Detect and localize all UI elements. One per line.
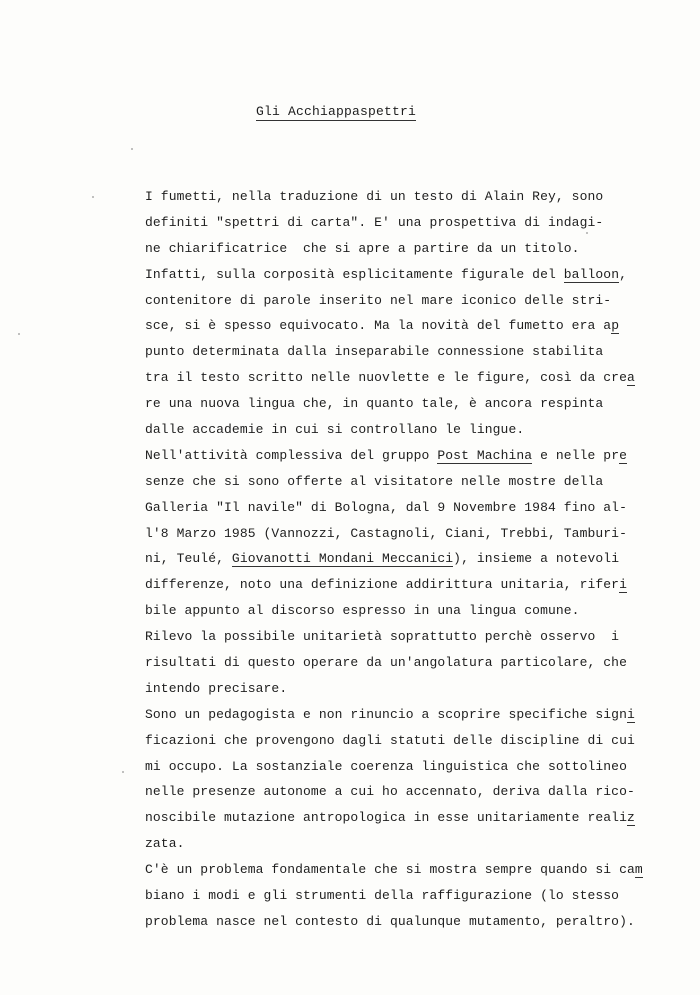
underlined-text: i — [626, 706, 635, 722]
text-line — [145, 624, 625, 650]
line-text: mi occupo. La sostanziale coerenza linguistica che sottolineo — [145, 758, 627, 774]
page-title: Gli Acchiappaspettri — [256, 104, 417, 119]
text-line — [145, 546, 625, 572]
line-text: ne chiarificatrice che si apre a partire da un titolo. — [145, 240, 580, 256]
text-line — [145, 313, 625, 339]
line-text: ficazioni che provengono dagli statuti delle discipline di cui — [145, 732, 635, 748]
underlined-text: p — [611, 318, 620, 334]
line-text: contenitore di parole inserito nel mare iconico delle stri- — [145, 292, 612, 308]
text-line — [145, 702, 635, 728]
text-line — [145, 572, 625, 598]
text-line — [145, 495, 625, 521]
text-line — [145, 417, 625, 443]
underlined-text: i — [619, 577, 627, 593]
text-line — [145, 521, 625, 547]
line-text: bile appunto al discorso espresso in una lingua comune. — [145, 603, 580, 619]
line-text: noscibile mutazione antropologica in esse unitariamente reali — [145, 810, 627, 826]
underlined-text: Giovanotti Mondani Meccanici — [231, 551, 454, 567]
text-line — [145, 184, 625, 210]
line-text: biano i modi e gli strumenti della raffigurazione (lo stesso — [145, 888, 620, 904]
line-text: definiti "spettri di carta". E' una prospettiva di indagi- — [145, 214, 604, 230]
text-line — [145, 339, 625, 365]
underlined-text: balloon — [563, 266, 620, 282]
text-line — [145, 650, 625, 676]
text-line — [145, 857, 643, 883]
text-line — [145, 288, 625, 314]
paper-speck — [586, 232, 588, 234]
line-text: C'è un problema fondamentale che si mostra sempre quando si ca — [145, 862, 635, 878]
line-text: re una nuova lingua che, in quanto tale, è ancora respinta — [145, 396, 604, 412]
underlined-text: z — [626, 810, 635, 826]
line-text: dalle accademie in cui si controllano le lingue. — [145, 422, 525, 438]
line-text: zata. — [145, 836, 185, 852]
underlined-text: a — [626, 370, 635, 386]
text-line — [145, 443, 628, 469]
line-text: ni, Teulé, — [145, 551, 232, 567]
underlined-text: e — [619, 447, 628, 463]
line-text: tra il testo scritto nelle nuovlette e le figure, così da cre — [145, 370, 627, 386]
line-text: I fumetti, nella traduzione di un testo di Alain Rey, sono — [145, 189, 604, 204]
line-text: senze che si sono offerte al visitatore nelle mostre della — [145, 473, 604, 489]
line-text: Galleria "Il navile" di Bologna, dal 9 Novembre 1984 fino al- — [145, 499, 627, 515]
paper-speck — [131, 148, 133, 150]
paper-speck — [18, 333, 20, 335]
line-text: sce, si è spesso equivocato. Ma la novità del fumetto era a — [145, 318, 612, 334]
text-line — [145, 805, 635, 831]
text-line — [145, 365, 635, 391]
text-line — [145, 262, 625, 288]
line-text: l'8 Marzo 1985 (Vannozzi, Castagnoli, Ciani, Trebbi, Tamburi- — [145, 525, 627, 541]
text-line — [145, 236, 625, 262]
line-text: Sono un pedagogista e non rinuncio a scoprire specifiche sign — [145, 706, 627, 722]
body-text — [145, 184, 643, 935]
paper-speck — [122, 771, 124, 773]
line-text: risultati di questo operare da un'angolatura particolare, che — [145, 655, 627, 671]
text-line — [145, 210, 625, 236]
line-text: e nelle pr — [532, 447, 620, 463]
line-text: intendo precisare. — [145, 680, 288, 696]
underlined-text: Post Machina — [437, 447, 533, 463]
line-text: Infatti, sulla corposità esplicitamente figurale del — [145, 266, 564, 282]
paper-speck — [92, 196, 94, 198]
text-line — [145, 598, 625, 624]
text-line — [145, 779, 635, 805]
line-text: , — [619, 266, 627, 282]
underlined-text: m — [634, 862, 643, 878]
text-line — [145, 391, 625, 417]
text-line — [145, 831, 625, 857]
line-text: Nell'attività complessiva del gruppo — [145, 447, 438, 463]
text-line — [145, 909, 635, 935]
line-text: nelle presenze autonome a cui ho accennato, deriva dalla rico- — [145, 784, 635, 800]
text-line — [145, 728, 635, 754]
line-text: differenze, noto una definizione addirittura unitaria, rifer — [145, 577, 620, 593]
line-text: punto determinata dalla inseparabile connessione stabilita — [145, 344, 604, 360]
line-text: Rilevo la possibile unitarietà soprattutto perchè osservo i — [145, 629, 620, 645]
line-text: ), insieme a notevoli — [453, 551, 620, 567]
text-line — [145, 754, 625, 780]
text-line — [145, 676, 625, 702]
line-text: problema nasce nel contesto di qualunque mutamento, peraltro). — [145, 913, 635, 929]
text-line — [145, 883, 625, 909]
text-line — [145, 469, 625, 495]
